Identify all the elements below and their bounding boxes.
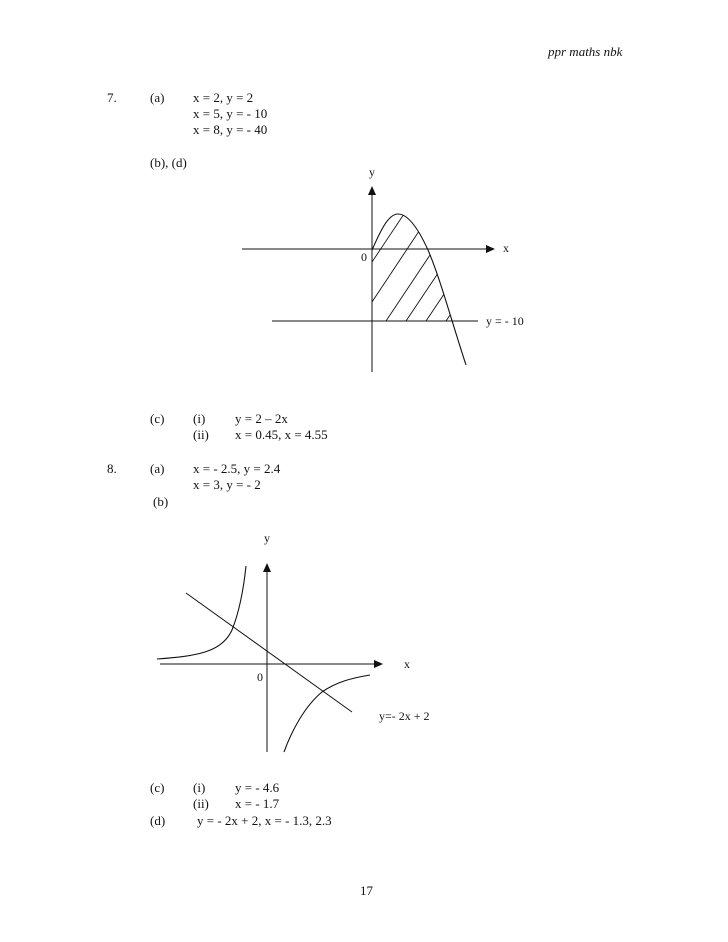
q8-y-axis-arrow — [263, 563, 271, 572]
q7-line-label: y = - 10 — [486, 314, 524, 328]
q7-part-c-i-answer: y = 2 – 2x — [235, 411, 288, 426]
q8-part-c-label: (c) — [150, 780, 165, 795]
q7-part-a-line-1: x = 2, y = 2 — [193, 90, 254, 105]
q7-x-axis-label: x — [503, 241, 509, 255]
question-8-number: 8. — [107, 461, 117, 476]
q8-part-c-i-label: (i) — [193, 780, 206, 795]
q8-part-c-i-answer: y = - 4.6 — [235, 780, 280, 795]
q8-part-a-label: (a) — [150, 461, 165, 476]
q7-part-c-i-label: (i) — [193, 411, 206, 426]
q7-part-a-line-3: x = 8, y = - 40 — [193, 122, 268, 137]
q7-origin-label: 0 — [361, 250, 367, 264]
question-7-number: 7. — [107, 90, 117, 105]
q8-origin-label: 0 — [257, 670, 263, 684]
q7-part-c-label: (c) — [150, 411, 165, 426]
q8-part-c-ii-label: (ii) — [193, 796, 209, 811]
page-header: ppr maths nbk — [548, 44, 623, 59]
q8-x-axis-label: x — [404, 657, 410, 671]
q8-curve-left-branch — [157, 566, 246, 659]
q8-part-d-answer: y = - 2x + 2, x = - 1.3, 2.3 — [197, 813, 332, 828]
q8-part-a-line-2: x = 3, y = - 2 — [193, 477, 261, 492]
q8-part-c-ii-answer: x = - 1.7 — [235, 796, 280, 811]
q7-part-a-line-2: x = 5, y = - 10 — [193, 106, 268, 121]
q8-curve-right-branch — [284, 675, 370, 752]
q7-part-c-ii-label: (ii) — [193, 427, 209, 442]
q8-line-label: y=- 2x + 2 — [379, 709, 430, 723]
q8-part-d-label: (d) — [150, 813, 166, 828]
q8-straight-line — [186, 593, 352, 712]
q8-part-b-label: (b) — [153, 494, 169, 509]
q7-part-a-label: (a) — [150, 90, 165, 105]
q8-part-a-line-1: x = - 2.5, y = 2.4 — [193, 461, 281, 476]
q7-part-c-ii-answer: x = 0.45, x = 4.55 — [235, 427, 328, 442]
q7-y-axis-label: y — [369, 165, 375, 179]
q8-x-axis-arrow — [374, 660, 383, 668]
q7-part-bd-label: (b), (d) — [150, 155, 187, 170]
q8-y-axis-label: y — [264, 531, 270, 545]
page-number: 17 — [360, 883, 373, 898]
